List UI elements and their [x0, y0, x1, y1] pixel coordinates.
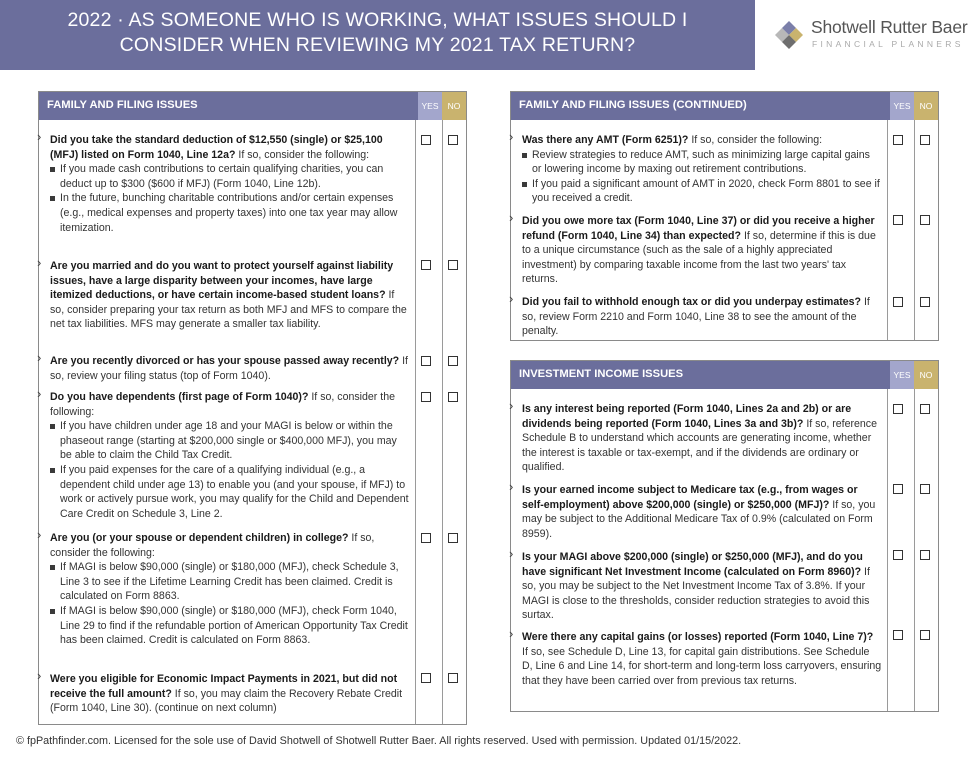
question-text: If so, consider the following:	[50, 532, 375, 559]
yes-column-header: YES	[418, 92, 442, 120]
chevron-right-icon: ›	[37, 527, 42, 542]
panel-header	[39, 92, 466, 120]
chevron-right-icon: ›	[509, 546, 514, 561]
family-filing-continued-panel	[510, 91, 939, 341]
panel-header	[511, 92, 938, 120]
question-item	[50, 259, 410, 332]
yes-checkbox[interactable]	[893, 404, 903, 414]
column-divider	[415, 120, 416, 724]
question-text: If so, review your filing status (top of Form 1040).	[50, 355, 408, 382]
question-text: If so, determine if this is due to a unique circumstance (such as the sale of a highly appreciated investment) by comparing taxable income from the last two years' tax returns.	[522, 229, 876, 286]
no-checkbox[interactable]	[920, 484, 930, 494]
brand-name: Shotwell Rutter Baer	[811, 17, 968, 37]
no-column-header: NO	[914, 361, 938, 389]
question-item	[522, 133, 882, 206]
column-divider	[887, 120, 888, 340]
yes-checkbox[interactable]	[893, 215, 903, 225]
page-title	[0, 8, 755, 58]
no-checkbox[interactable]	[448, 135, 458, 145]
question-item	[522, 402, 882, 475]
yes-checkbox[interactable]	[893, 135, 903, 145]
chevron-right-icon: ›	[509, 626, 514, 641]
question-text: If so, consider the following:	[50, 391, 395, 418]
footer-copyright: © fpPathfinder.com. Licensed for the sole use of David Shotwell of Shotwell Rutter Baer. All rights reserved. Used with permission. Updated 01/15/2022.	[16, 735, 742, 747]
no-checkbox[interactable]	[920, 297, 930, 307]
chevron-right-icon: ›	[37, 386, 42, 401]
yes-checkbox[interactable]	[893, 630, 903, 640]
question-item	[522, 550, 882, 623]
question-heading: Is your MAGI above $200,000 (single) or $250,000 (MFJ), and do you have significant Net Investment Income (calculated on Form 8960)?	[522, 551, 863, 578]
no-checkbox[interactable]	[448, 356, 458, 366]
no-checkbox[interactable]	[448, 673, 458, 683]
question-heading: Are you married and do you want to protect yourself against liability issues, have a large disparity between your incomes, have large itemized deductions, or have certain income-based student loans?	[50, 260, 394, 302]
question-text: If so, you may be subject to the Additional Medicare Tax of 0.9% (calculated on Form 8959).	[522, 498, 876, 540]
no-checkbox[interactable]	[448, 260, 458, 270]
no-checkbox[interactable]	[448, 533, 458, 543]
question-text: If so, consider the following:	[688, 134, 823, 146]
column-divider	[442, 120, 443, 724]
column-divider	[887, 389, 888, 711]
question-heading: Was there any AMT (Form 6251)?	[522, 134, 689, 146]
question-heading: Do you have dependents (first page of Form 1040)?	[50, 391, 309, 403]
question-bullet: If you made cash contributions to certain qualifying charities, you can deduct up to $300 ($600 if MFJ) (Form 1040, Line 12b).	[50, 162, 410, 191]
question-text: If so, you may be subject to the Net Investment Income Tax of 3.8%. If your MAGI is close to the thresholds, consider reduction strategies to avoid this surtax.	[522, 565, 870, 622]
question-heading: Did you owe more tax (Form 1040, Line 37) or did you receive a higher refund (Form 1040, Line 34) than expected?	[522, 215, 875, 242]
question-heading: Are you (or your spouse or dependent children) in college?	[50, 532, 349, 544]
question-item	[522, 483, 882, 541]
yes-column-header: YES	[890, 361, 914, 389]
panel-title: FAMILY AND FILING ISSUES (CONTINUED)	[519, 99, 747, 111]
brand-tagline: FINANCIAL PLANNERS	[812, 39, 964, 49]
question-item	[50, 531, 410, 648]
question-text: If so, consider the following:	[235, 148, 370, 161]
no-checkbox[interactable]	[920, 135, 930, 145]
question-bullet: Review strategies to reduce AMT, such as minimizing large capital gains or lowering income by maxing out retirement contributions.	[522, 148, 882, 177]
no-checkbox[interactable]	[920, 215, 930, 225]
column-divider	[914, 120, 915, 340]
question-bullet: In the future, bunching charitable contributions and/or certain expenses (e.g., medical expenses and property taxes) into one tax year may allow itemization.	[50, 191, 410, 235]
page-title-line-1: 2022 · AS SOMEONE WHO IS WORKING, WHAT ISSUES SHOULD I	[67, 9, 688, 31]
yes-checkbox[interactable]	[421, 673, 431, 683]
question-heading: Did you fail to withhold enough tax or did you underpay estimates?	[522, 296, 862, 308]
page-header	[0, 0, 979, 70]
yes-checkbox[interactable]	[421, 392, 431, 402]
question-text: If so, consider preparing your tax return as both MFJ and MFS to compare the net tax liabilities. MFS may generate a smaller tax liability.	[50, 289, 407, 331]
chevron-right-icon: ›	[37, 350, 42, 365]
panel-header	[511, 361, 938, 389]
family-filing-panel	[38, 91, 467, 725]
question-item	[50, 354, 410, 383]
yes-checkbox[interactable]	[893, 550, 903, 560]
yes-checkbox[interactable]	[893, 297, 903, 307]
question-text: If so, see Schedule D, Line 13, for capital gain distributions. See Schedule D, Line 6 and Line 14, for short-term and long-term loss carryovers, ensuring that they have been carried over from previous tax returns.	[522, 645, 882, 687]
column-divider	[914, 389, 915, 711]
chevron-right-icon: ›	[509, 291, 514, 306]
question-item	[522, 630, 882, 688]
yes-checkbox[interactable]	[421, 533, 431, 543]
question-item	[522, 295, 882, 339]
question-item	[50, 672, 410, 716]
no-checkbox[interactable]	[920, 550, 930, 560]
panel-title: FAMILY AND FILING ISSUES	[47, 99, 198, 111]
chevron-right-icon: ›	[509, 479, 514, 494]
question-bullet: If MAGI is below $90,000 (single) or $180,000 (MFJ), check Form 1040, Line 29 to find if the refundable portion of American Opportunity Tax Credit has been claimed. Credit is calculated on Form 8863.	[50, 604, 410, 648]
chevron-right-icon: ›	[509, 210, 514, 225]
chevron-right-icon: ›	[37, 129, 42, 144]
question-bullet: If you paid a significant amount of AMT in 2020, check Form 8801 to see if you received a credit.	[522, 177, 882, 206]
question-heading: Is any interest being reported (Form 1040, Lines 2a and 2b) or are dividends being reported (Form 1040, Lines 3a and 3b)?	[522, 403, 852, 430]
yes-checkbox[interactable]	[421, 356, 431, 366]
question-text: If so, review Form 2210 and Form 1040, Line 38 to see the amount of the penalty.	[522, 296, 870, 338]
yes-column-header: YES	[890, 92, 914, 120]
question-heading: Are you recently divorced or has your spouse passed away recently?	[50, 355, 400, 367]
question-item	[50, 133, 410, 235]
no-checkbox[interactable]	[448, 392, 458, 402]
question-heading: Is your earned income subject to Medicare tax (e.g., from wages or self-employment) above $200,000 (single) or $250,000 (MFJ)?	[522, 484, 858, 511]
yes-checkbox[interactable]	[421, 135, 431, 145]
question-item	[522, 214, 882, 287]
brand-logo	[755, 0, 979, 70]
chevron-right-icon: ›	[37, 668, 42, 683]
question-text: If so, you may claim the Recovery Rebate Credit (Form 1040, Line 30). (continue on next column)	[50, 687, 403, 715]
question-bullet: If MAGI is below $90,000 (single) or $180,000 (MFJ), check Schedule 3, Line 3 to see if the Lifetime Learning Credit has been claimed. Credit is calculated on Form 8863.	[50, 560, 410, 604]
page-title-line-2: CONSIDER WHEN REVIEWING MY 2021 TAX RETURN?	[119, 34, 636, 56]
question-bullet: If you paid expenses for the care of a qualifying individual (e.g., a dependent child under age 13) to enable you (and your spouse, if MFJ) to work or actively pursue work, you may qualify for the Child and Dependent Care Credit on Schedule 3, Line 2.	[50, 463, 410, 521]
chevron-right-icon: ›	[509, 129, 514, 144]
question-heading: Were you eligible for Economic Impact Payments in 2021, but did not receive the full amount?	[50, 673, 398, 700]
no-checkbox[interactable]	[920, 404, 930, 414]
yes-checkbox[interactable]	[893, 484, 903, 494]
chevron-right-icon: ›	[509, 398, 514, 413]
question-item	[50, 390, 410, 521]
brand-mark-icon	[769, 14, 807, 56]
question-bullet: If you have children under age 18 and your MAGI is below or within the phaseout range (starting at $200,000 single or $400,000 MFJ), you may be able to claim the Child Tax Credit.	[50, 419, 410, 463]
no-checkbox[interactable]	[920, 630, 930, 640]
investment-income-panel	[510, 360, 939, 712]
yes-checkbox[interactable]	[421, 260, 431, 270]
question-heading: Were there any capital gains (or losses) reported (Form 1040, Line 7)?	[522, 631, 874, 643]
chevron-right-icon: ›	[37, 255, 42, 270]
panel-title: INVESTMENT INCOME ISSUES	[519, 368, 684, 380]
question-text: If so, reference Schedule B to understand which accounts are generating income, whether the interest is taxable or tax-exempt, and if the dividends are ordinary or qualified.	[522, 417, 877, 474]
no-column-header: NO	[914, 92, 938, 120]
no-column-header: NO	[442, 92, 466, 120]
question-heading: Did you take the standard deduction of $12,550 (single) or $25,100 (MFJ) listed on Form 1040, Line 12a?	[50, 134, 383, 161]
